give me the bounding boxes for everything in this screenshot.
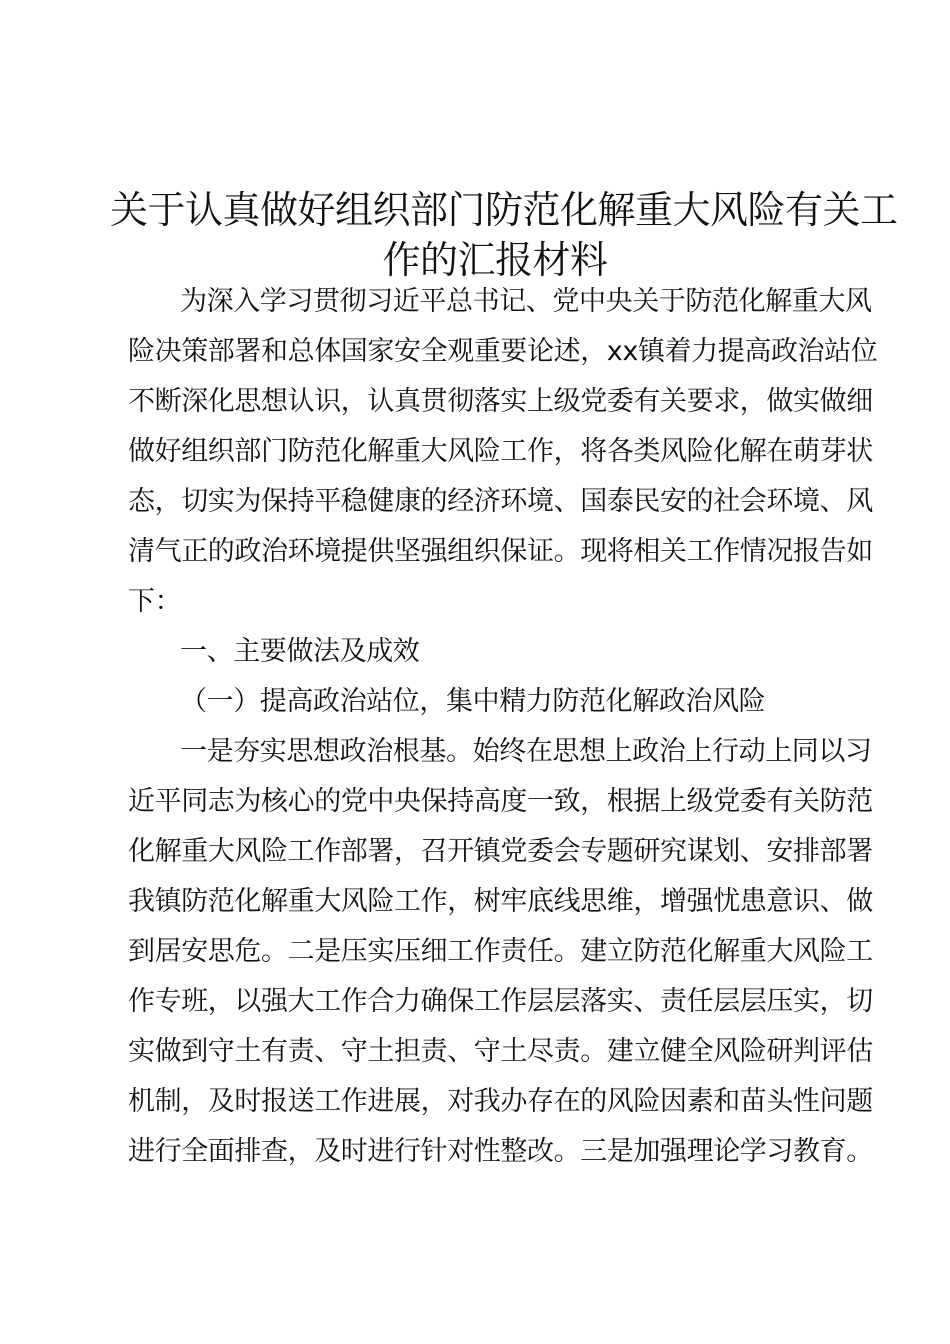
paragraph-line: 下：: [128, 586, 182, 617]
paragraph-line: 我镇防范化解重大风险工作，树牢底线思维，增强忧患意识、做: [128, 886, 873, 917]
paragraph-line: 作专班，以强大工作合力确保工作层层落实、责任层层压实，切: [128, 986, 873, 1017]
document-title: [110, 185, 898, 285]
paragraph-line: 态，切实为保持平稳健康的经济环境、国泰民安的社会环境、风: [128, 486, 873, 517]
title-line-2: 作的汇报材料: [382, 238, 608, 282]
paragraph-line: 一是夯实思想政治根基。始终在思想上政治上行动上同以习: [180, 736, 872, 767]
paragraph-line: 到居安思危。二是压实压细工作责任。建立防范化解重大风险工: [128, 936, 873, 967]
subsection-heading: （一）提高政治站位，集中精力防范化解政治风险: [180, 686, 766, 717]
paragraph-line: 做好组织部门防范化解重大风险工作，将各类风险化解在萌芽状: [128, 436, 873, 467]
paragraph-line: 进行全面排查，及时进行针对性整改。三是加强理论学习教育。: [128, 1136, 873, 1167]
paragraph-line: 近平同志为核心的党中央保持高度一致，根据上级党委有关防范: [128, 786, 873, 817]
paragraph-line: 实做到守土有责、守土担责、守土尽责。建立健全风险研判评估: [128, 1036, 873, 1067]
title-line-1: 关于认真做好组织部门防范化解重大风险有关工: [110, 188, 898, 232]
paragraph-line: 机制，及时报送工作进展，对我办存在的风险因素和苗头性问题: [128, 1086, 873, 1117]
paragraph-line: 清气正的政治环境提供坚强组织保证。现将相关工作情况报告如: [128, 536, 873, 567]
paragraph-line: 险决策部署和总体国家安全观重要论述，xx镇着力提高政治站位: [128, 336, 878, 367]
paragraph-line: 不断深化思想认识，认真贯彻落实上级党委有关要求，做实做细: [128, 386, 873, 417]
paragraph-line: 化解重大风险工作部署，召开镇党委会专题研究谋划、安排部署: [128, 836, 873, 867]
section-heading: 一、主要做法及成效: [180, 636, 420, 667]
paragraph-line: 为深入学习贯彻习近平总书记、党中央关于防范化解重大风: [180, 286, 872, 317]
